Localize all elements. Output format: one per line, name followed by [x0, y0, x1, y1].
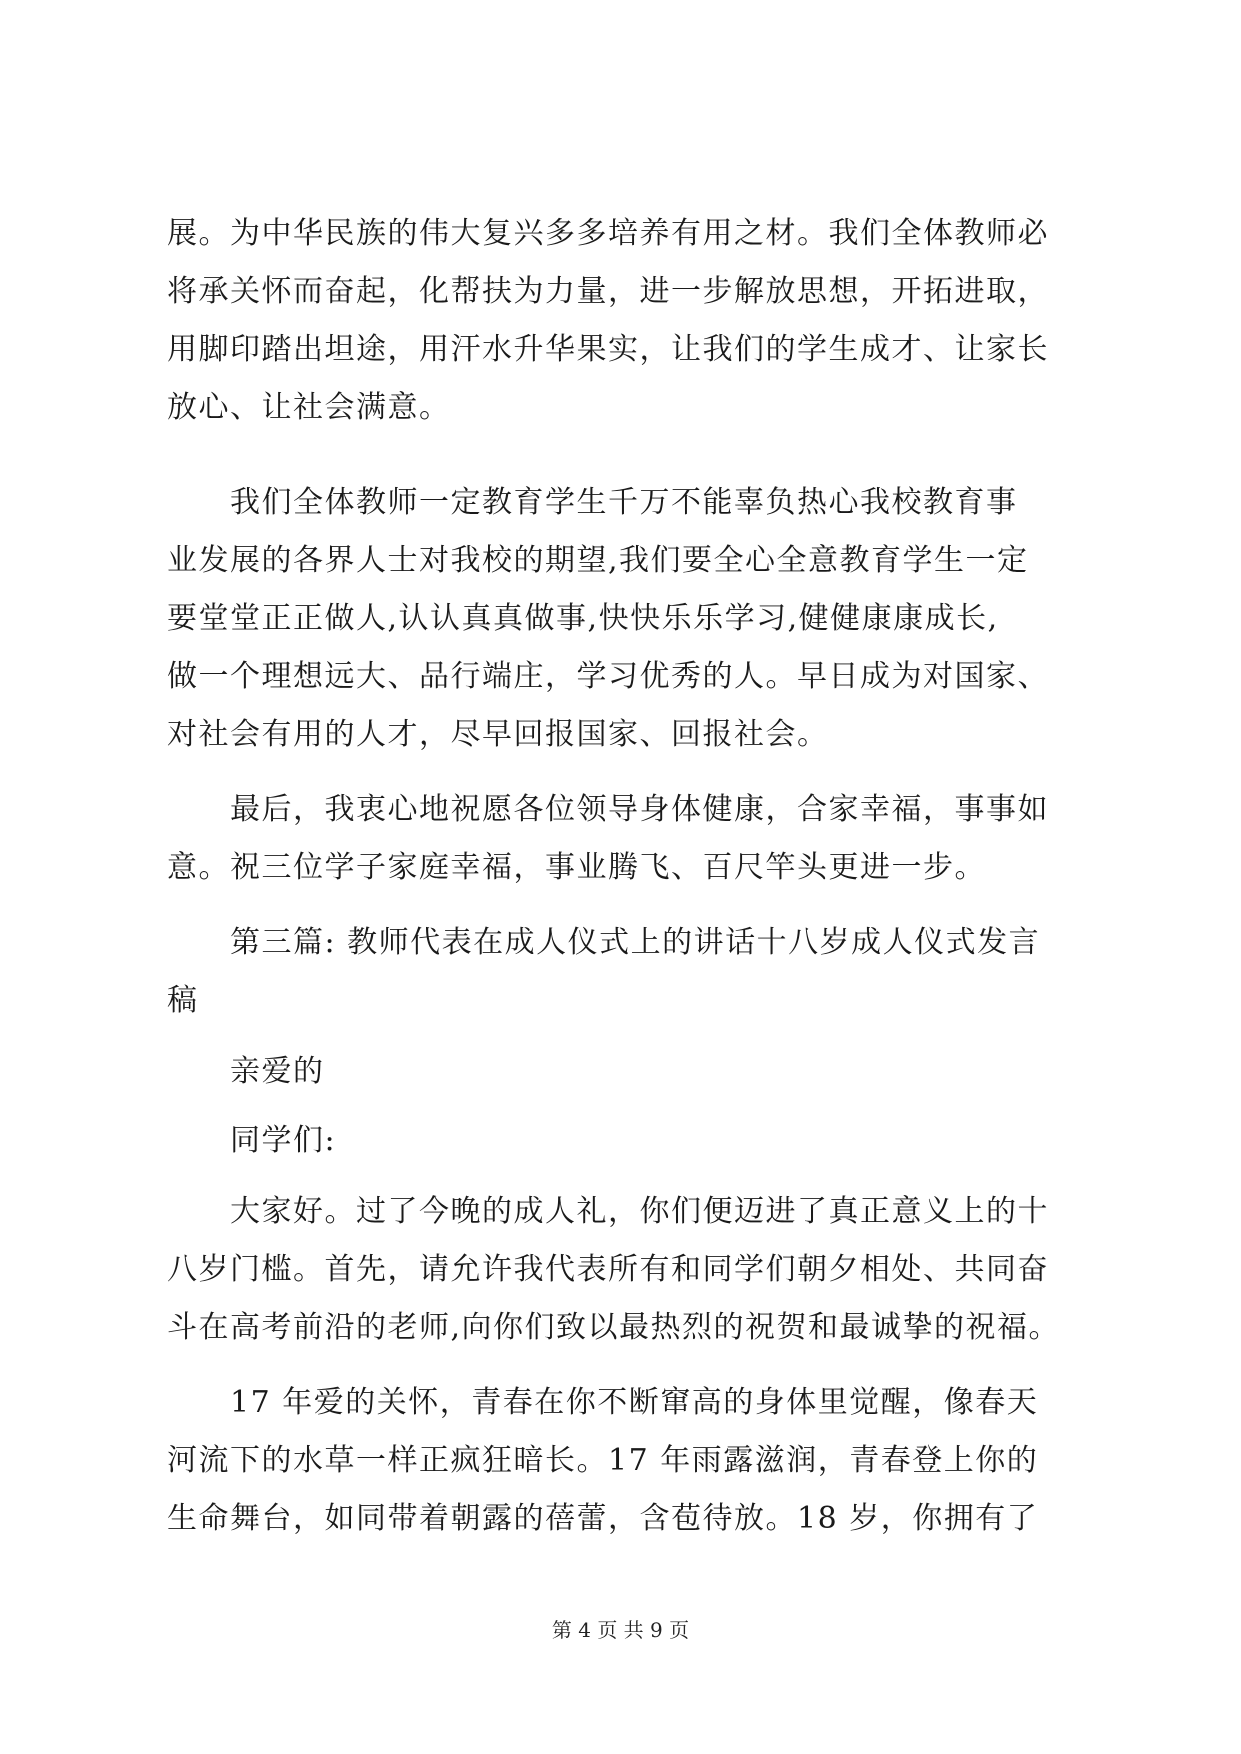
- text-line: 放心、让社会满意。: [167, 390, 451, 425]
- text-line: 做一个理想远大、品行端庄，学习优秀的人。早日成为对国家、: [167, 659, 1049, 694]
- text-line: 生命舞台，如同带着朝露的蓓蕾，含苞待放。18 岁，你拥有了: [167, 1501, 1039, 1536]
- text-line: 斗在高考前沿的老师,向你们致以最热烈的祝贺和最诚挚的祝福。: [167, 1310, 1061, 1345]
- page-footer: 第 4 页 共 9 页: [551, 1618, 690, 1642]
- text-line: 业发展的各界人士对我校的期望,我们要全心全意教育学生一定: [167, 543, 1029, 578]
- text-line: 对社会有用的人才，尽早回报国家、回报社会。: [167, 717, 829, 752]
- text-line: 河流下的水草一样正疯狂暗长。17 年雨露滋润，青春登上你的: [167, 1443, 1039, 1478]
- text-line: 同学们:: [167, 1123, 337, 1158]
- text-line: 我们全体教师一定教育学生千万不能辜负热心我校教育事: [167, 485, 1018, 520]
- text-line: 八岁门槛。首先，请允许我代表所有和同学们朝夕相处、共同奋: [167, 1252, 1049, 1287]
- text-line: 意。祝三位学子家庭幸福，事业腾飞、百尺竿头更进一步。: [167, 850, 986, 885]
- text-line: 亲爱的: [167, 1054, 325, 1089]
- text-line: 第三篇: 教师代表在成人仪式上的讲话十八岁成人仪式发言: [167, 925, 1041, 960]
- text-line: 用脚印踏出坦途，用汗水升华果实，让我们的学生成才、让家长: [167, 332, 1049, 367]
- text-line: 要堂堂正正做人,认认真真做事,快快乐乐学习,健健康康成长,: [167, 601, 999, 636]
- text-line: 最后，我衷心地祝愿各位领导身体健康，合家幸福，事事如: [167, 792, 1049, 827]
- text-line: 展。为中华民族的伟大复兴多多培养有用之材。我们全体教师必: [167, 216, 1049, 251]
- text-line: 17 年爱的关怀，青春在你不断窜高的身体里觉醒，像春天: [167, 1385, 1039, 1420]
- text-line: 大家好。过了今晚的成人礼，你们便迈进了真正意义上的十: [167, 1194, 1049, 1229]
- text-line: 将承关怀而奋起，化帮扶为力量，进一步解放思想，开拓进取，: [167, 274, 1049, 309]
- text-line: 稿: [167, 983, 199, 1018]
